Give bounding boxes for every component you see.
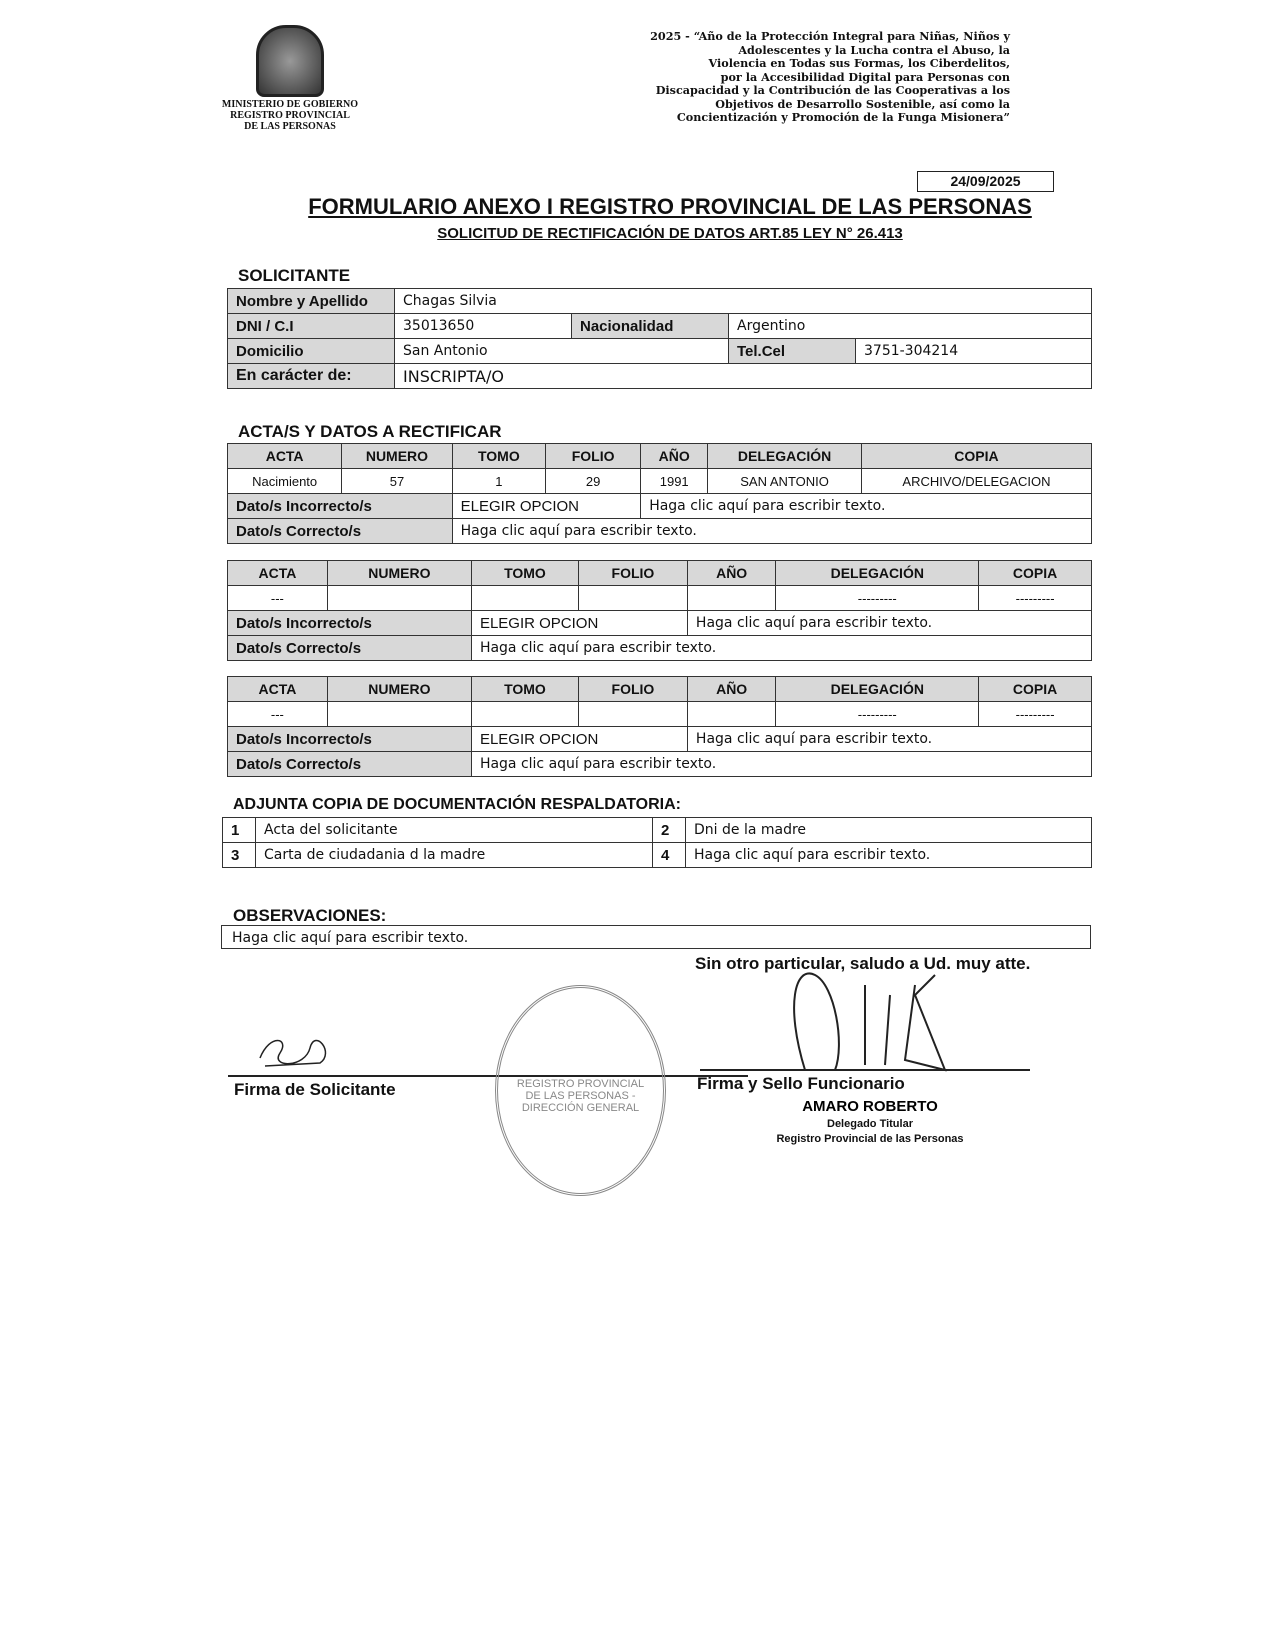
motto-line: Adolescentes y la Lucha contra el Abuso, la [738, 42, 1010, 57]
acta-block [227, 443, 1092, 544]
section-solicitante: SOLICITANTE [238, 266, 351, 285]
motto-line: Violencia en Todas sus Formas, los Ciberdelitos, [708, 56, 1010, 70]
form-title: FORMULARIO ANEXO I REGISTRO PROVINCIAL DE LAS PERSONAS [308, 194, 1032, 219]
crest-icon [256, 25, 324, 97]
acta-cell[interactable]: --------- [776, 702, 979, 727]
correct-field[interactable]: Haga clic aquí para escribir texto. [452, 519, 1091, 544]
signature-line [228, 1075, 748, 1077]
firma-funcionario-label: Firma y Sello Funcionario [697, 1074, 905, 1093]
column-header: ACTA [228, 444, 342, 469]
adjunta-item[interactable]: Haga clic aquí para escribir texto. [686, 843, 1092, 868]
acta-cell[interactable] [471, 586, 578, 611]
motto-line: Concientización y Promoción de la Funga Misionera” [676, 110, 1010, 124]
adjunta-item[interactable]: Dni de la madre [686, 818, 1092, 843]
option-select[interactable]: ELEGIR OPCION [471, 727, 687, 752]
acta-cell[interactable]: 1 [452, 469, 545, 494]
ministry-line: DE LAS PERSONAS [244, 121, 336, 132]
column-header: NUMERO [342, 444, 452, 469]
column-header: FOLIO [546, 444, 641, 469]
caracter-field[interactable]: INSCRIPTA/O [395, 364, 1092, 389]
domicilio-field[interactable]: San Antonio [395, 339, 729, 364]
motto-line: por la Accesibilidad Digital para Personas con [720, 69, 1010, 84]
date-field[interactable]: 24/09/2025 [917, 171, 1054, 192]
dni-field[interactable]: 35013650 [395, 314, 572, 339]
label: Nacionalidad [572, 314, 729, 339]
acta-cell[interactable]: SAN ANTONIO [708, 469, 862, 494]
adjunta-item[interactable]: Acta del solicitante [256, 818, 653, 843]
acta-cell[interactable]: 29 [546, 469, 641, 494]
solicitante-table [227, 288, 1092, 389]
acta-cell[interactable] [687, 586, 775, 611]
acta-cell[interactable]: 57 [342, 469, 452, 494]
motto-line: Objetivos de Desarrollo Sostenible, así como la [715, 96, 1010, 111]
closing-text: Sin otro particular, saludo a Ud. muy atte. [695, 954, 1031, 973]
seal-text: REGISTRO PROVINCIAL DE LAS PERSONAS - DIRECCIÓN GENERAL [516, 1078, 645, 1114]
form-subtitle: SOLICITUD DE RECTIFICACIÓN DE DATOS ART.85 LEY N° 26.413 [437, 225, 903, 242]
column-header: COPIA [979, 561, 1092, 586]
ministry-logo [215, 25, 365, 132]
column-header: NUMERO [327, 561, 471, 586]
correct-field[interactable]: Haga clic aquí para escribir texto. [471, 752, 1091, 777]
item-number: 1 [223, 818, 256, 843]
acta-block [227, 560, 1092, 661]
column-header: DELEGACIÓN [708, 444, 862, 469]
nombre-field[interactable]: Chagas Silvia [395, 289, 1092, 314]
column-header: COPIA [861, 444, 1091, 469]
firma-solicitante-label: Firma de Solicitante [234, 1080, 396, 1099]
tel-field[interactable]: 3751-304214 [856, 339, 1092, 364]
acta-cell[interactable] [687, 702, 775, 727]
motto-line: Discapacidad y la Contribución de las Cooperativas a los [655, 83, 1010, 97]
section-observaciones: OBSERVACIONES: [233, 906, 387, 925]
observaciones-field[interactable]: Haga clic aquí para escribir texto. [221, 925, 1091, 949]
label: Dato/s Correcto/s [228, 519, 453, 544]
column-header: TOMO [471, 561, 578, 586]
column-header: AÑO [687, 677, 775, 702]
applicant-signature [250, 1028, 340, 1073]
label: Dato/s Incorrecto/s [228, 727, 472, 752]
acta-cell[interactable]: ARCHIVO/DELEGACION [861, 469, 1091, 494]
column-header: NUMERO [327, 677, 471, 702]
label: DNI / C.I [228, 314, 395, 339]
column-header: COPIA [979, 677, 1092, 702]
acta-cell[interactable] [471, 702, 578, 727]
section-actas: ACTA/S Y DATOS A RECTIFICAR [238, 422, 502, 441]
ministry-line: MINISTERIO DE GOBIERNO [221, 99, 359, 110]
seal-name: AMARO ROBERTO [802, 1098, 938, 1115]
official-seal [495, 985, 666, 1196]
label: Dato/s Incorrecto/s [228, 611, 472, 636]
label: Dato/s Incorrecto/s [228, 494, 453, 519]
acta-cell[interactable]: Nacimiento [228, 469, 342, 494]
column-header: FOLIO [578, 561, 687, 586]
item-number: 4 [653, 843, 686, 868]
column-header: FOLIO [578, 677, 687, 702]
seal-org: Registro Provincial de las Personas [776, 1133, 964, 1145]
acta-cell[interactable]: 1991 [641, 469, 708, 494]
year-motto [570, 30, 1010, 125]
item-number: 2 [653, 818, 686, 843]
column-header: AÑO [687, 561, 775, 586]
adjunta-table [222, 817, 1092, 868]
acta-cell[interactable] [327, 702, 471, 727]
seal-role: Delegado Titular [827, 1118, 913, 1130]
column-header: ACTA [228, 561, 328, 586]
acta-cell[interactable]: --------- [979, 702, 1092, 727]
item-number: 3 [223, 843, 256, 868]
acta-cell[interactable]: --------- [776, 586, 979, 611]
acta-cell[interactable]: --------- [979, 586, 1092, 611]
column-header: ACTA [228, 677, 328, 702]
acta-cell[interactable]: --- [228, 702, 328, 727]
label: En carácter de: [228, 364, 395, 389]
nacionalidad-field[interactable]: Argentino [729, 314, 1092, 339]
acta-cell[interactable] [578, 702, 687, 727]
section-adjunta: ADJUNTA COPIA DE DOCUMENTACIÓN RESPALDATORIA: [233, 796, 681, 813]
correct-field[interactable]: Haga clic aquí para escribir texto. [471, 636, 1091, 661]
signature-line [700, 1069, 1030, 1071]
label: Nombre y Apellido [228, 289, 395, 314]
option-select[interactable]: ELEGIR OPCION [471, 611, 687, 636]
label: Dato/s Correcto/s [228, 752, 472, 777]
column-header: TOMO [471, 677, 578, 702]
acta-block [227, 676, 1092, 777]
incorrect-field[interactable]: Haga clic aquí para escribir texto. [687, 727, 1091, 752]
label: Domicilio [228, 339, 395, 364]
option-select[interactable]: ELEGIR OPCION [452, 494, 641, 519]
column-header: AÑO [641, 444, 708, 469]
column-header: TOMO [452, 444, 545, 469]
incorrect-field[interactable]: Haga clic aquí para escribir texto. [687, 611, 1091, 636]
acta-cell[interactable]: --- [228, 586, 328, 611]
motto-line: 2025 - “Año de la Protección Integral para Niñas, Niños y [650, 29, 1010, 43]
column-header: DELEGACIÓN [776, 677, 979, 702]
acta-cell[interactable] [327, 586, 471, 611]
column-header: DELEGACIÓN [776, 561, 979, 586]
incorrect-field[interactable]: Haga clic aquí para escribir texto. [641, 494, 1092, 519]
adjunta-item[interactable]: Carta de ciudadania d la madre [256, 843, 653, 868]
ministry-line: REGISTRO PROVINCIAL [230, 110, 350, 121]
label: Tel.Cel [729, 339, 856, 364]
label: Dato/s Correcto/s [228, 636, 472, 661]
acta-cell[interactable] [578, 586, 687, 611]
official-signature [775, 965, 975, 1075]
